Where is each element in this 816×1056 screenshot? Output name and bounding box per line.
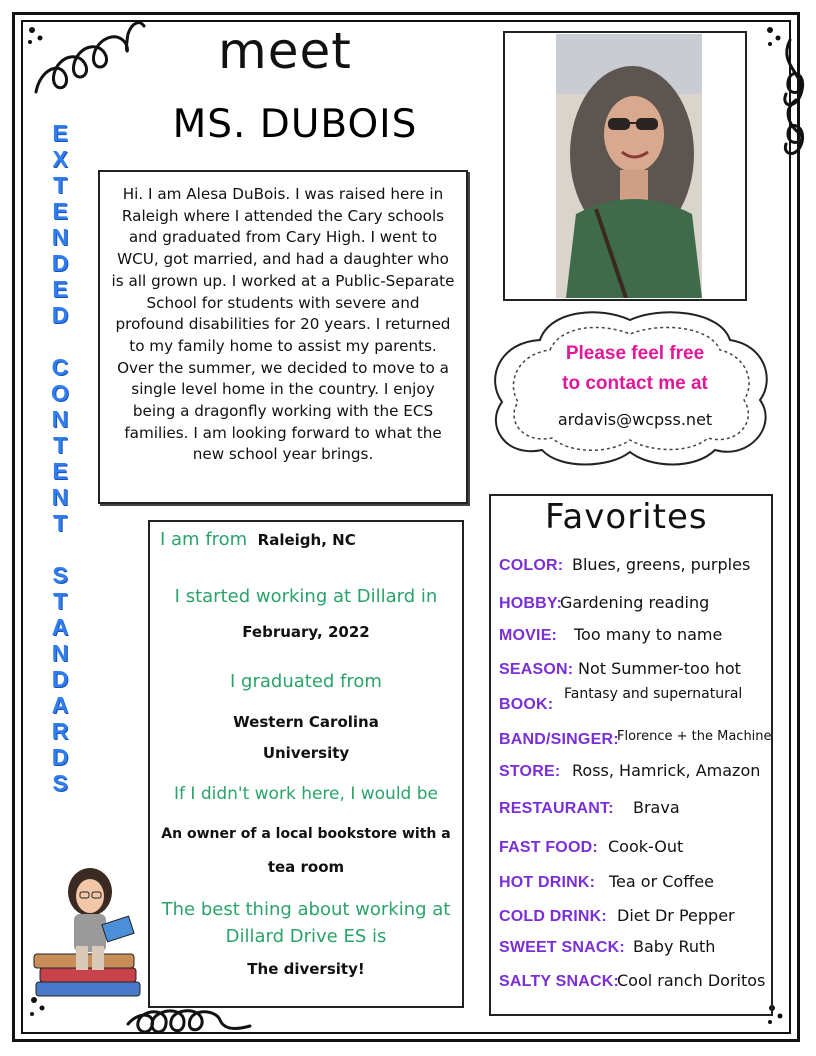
else-answer-line-1: An owner of a local bookstore with a bbox=[161, 826, 451, 842]
teacher-avatar-illustration bbox=[28, 866, 144, 1000]
side-banner-letter: T bbox=[52, 510, 68, 536]
favorite-label: SWEET SNACK: bbox=[499, 939, 625, 956]
favorite-value: Diet Dr Pepper bbox=[617, 906, 735, 925]
side-banner-letter: D bbox=[51, 250, 69, 276]
favorite-value: Cool ranch Doritos bbox=[617, 971, 766, 990]
favorite-value: Not Summer-too hot bbox=[578, 659, 741, 678]
graduated-prompt: I graduated from bbox=[230, 671, 382, 692]
graduated-answer-line-2: University bbox=[262, 744, 350, 762]
best-prompt-line-1: The best thing about working at bbox=[161, 899, 451, 920]
contact-email-link[interactable]: ardavis@wcpss.net bbox=[557, 410, 713, 429]
side-banner-letter: E bbox=[52, 198, 68, 224]
started-answer: February, 2022 bbox=[242, 623, 370, 641]
side-banner-letter: N bbox=[51, 224, 69, 250]
side-banner-letter: D bbox=[51, 302, 69, 328]
favorite-label: RESTAURANT: bbox=[499, 800, 614, 817]
side-banner-letter: S bbox=[52, 562, 68, 588]
from-prompt: I am from bbox=[160, 529, 248, 550]
side-banner-word bbox=[51, 354, 69, 536]
side-banner-letter: R bbox=[51, 718, 69, 744]
else-answer-line-2: tea room bbox=[267, 858, 345, 876]
side-banner-letter: C bbox=[51, 354, 69, 380]
best-prompt-line-2: Dillard Drive ES is bbox=[225, 926, 387, 947]
contact-heading-line-2: to contact me at bbox=[562, 373, 708, 394]
favorites-title: Favorites bbox=[545, 497, 708, 537]
side-banner-letter: A bbox=[51, 614, 69, 640]
side-banner-letter: T bbox=[52, 588, 68, 614]
favorite-label: BOOK: bbox=[499, 696, 554, 713]
else-prompt: If I didn't work here, I would be bbox=[174, 784, 438, 804]
side-banner-letter: E bbox=[52, 120, 68, 146]
favorite-value: Gardening reading bbox=[560, 593, 710, 612]
side-banner bbox=[46, 120, 74, 796]
favorite-value: Blues, greens, purples bbox=[572, 555, 751, 574]
side-banner-letter: N bbox=[51, 406, 69, 432]
favorite-value: Ross, Hamrick, Amazon bbox=[572, 761, 761, 780]
started-prompt: I started working at Dillard in bbox=[174, 586, 438, 607]
from-answer: Raleigh, NC bbox=[257, 531, 356, 549]
bio-box bbox=[98, 170, 468, 504]
favorite-value: Too many to name bbox=[574, 625, 723, 644]
favorite-value: Fantasy and supernatural bbox=[564, 686, 743, 702]
favorite-label: COLOR: bbox=[499, 557, 564, 574]
favorite-value: Brava bbox=[633, 798, 680, 817]
favorite-label: STORE: bbox=[499, 763, 561, 780]
favorite-label: COLD DRINK: bbox=[499, 908, 607, 925]
bio-text: Hi. I am Alesa DuBois. I was raised here in Raleigh where I attended the Cary schools and graduated from Cary High. I went to WCU, got married, and had a daughter who is all grown up. I worked at a Public-Separate School for students with severe and profound disabilities for 20 years. I returned to my family home to assist my parents. Over the summer, we decided to move to a single level home in the country. I enjoy being a dragonfly working with the ECS families. I am looking forward to what the new school year brings. bbox=[111, 185, 455, 464]
favorite-value: Baby Ruth bbox=[633, 937, 716, 956]
side-banner-letter: D bbox=[51, 666, 69, 692]
side-banner-letter: E bbox=[52, 276, 68, 302]
favorite-label: SEASON: bbox=[499, 661, 574, 678]
side-banner-letter: D bbox=[51, 744, 69, 770]
favorite-value: Florence + the Machine bbox=[617, 729, 772, 744]
meet-heading: meet bbox=[218, 22, 352, 80]
favorite-label: SALTY SNACK: bbox=[499, 973, 620, 990]
favorite-value: Cook-Out bbox=[608, 837, 684, 856]
side-banner-word bbox=[52, 562, 69, 796]
favorite-value: Tea or Coffee bbox=[609, 872, 714, 891]
side-banner-letter: T bbox=[52, 432, 68, 458]
side-banner-letter: N bbox=[51, 484, 69, 510]
side-banner-letter: O bbox=[51, 380, 69, 406]
side-banner-letter: E bbox=[52, 458, 68, 484]
side-banner-letter: N bbox=[51, 640, 69, 666]
side-banner-letter: X bbox=[52, 146, 68, 172]
teacher-name: MS. DUBOIS bbox=[172, 102, 418, 147]
favorite-label: HOBBY: bbox=[499, 595, 563, 612]
side-banner-letter: A bbox=[51, 692, 69, 718]
favorite-label: BAND/SINGER: bbox=[499, 731, 619, 748]
from-row bbox=[160, 529, 356, 550]
teacher-photo bbox=[556, 34, 702, 298]
side-banner-letter: T bbox=[52, 172, 68, 198]
favorite-label: HOT DRINK: bbox=[499, 874, 596, 891]
graduated-answer-line-1: Western Carolina bbox=[233, 713, 379, 731]
favorite-label: FAST FOOD: bbox=[499, 839, 598, 856]
side-banner-word bbox=[52, 120, 69, 328]
best-answer: The diversity! bbox=[247, 960, 365, 978]
contact-heading-line-1: Please feel free bbox=[565, 343, 705, 364]
side-banner-letter: S bbox=[52, 770, 68, 796]
favorite-label: MOVIE: bbox=[499, 627, 558, 644]
